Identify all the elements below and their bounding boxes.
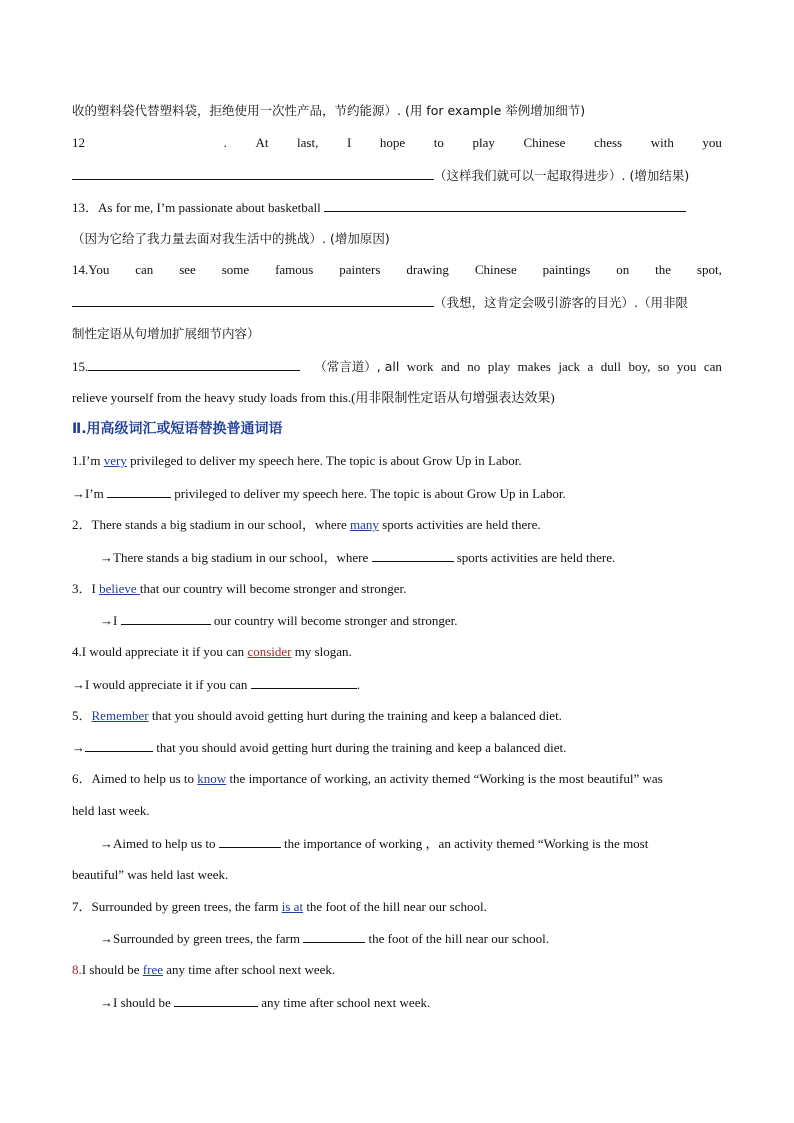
item8-answer [100, 994, 722, 1011]
item7-question [72, 899, 722, 915]
item1-answer-blank[interactable] [107, 485, 171, 498]
item2-answer-text: →There stands a big stadium in our school，where [100, 550, 372, 565]
section-heading: Ⅱ.用高级词汇或短语替换普通词语 [72, 421, 283, 437]
q12-word: to [433, 135, 444, 150]
q14-word: the [655, 262, 672, 277]
item8-text: I should be [81, 962, 143, 977]
q12-word: I [346, 135, 352, 150]
item7-answer-blank[interactable] [303, 930, 365, 943]
item3-question [72, 581, 722, 597]
q13-answer-blank[interactable] [324, 199, 686, 212]
item2-text: 2．There stands a big stadium in our school，where [72, 517, 350, 532]
item8-target-word: free [142, 962, 163, 977]
q15-word: dull [600, 359, 621, 374]
item1-target-word: very [103, 453, 127, 468]
item6-answer-blank[interactable] [219, 835, 281, 848]
item2-answer [100, 549, 722, 566]
q14-word: 14.You [72, 262, 110, 277]
item7-answer-rest: the foot of the hill near our school. [365, 931, 550, 946]
item1-question [72, 453, 722, 469]
item4-answer-blank[interactable] [251, 676, 357, 689]
item8-number: 8. [72, 962, 82, 977]
q12-word: chess [593, 135, 623, 150]
q15-word: so [657, 359, 670, 374]
item4-answer [72, 676, 722, 693]
item6-answer-rest: the importance of working ，an activity themed “Working is the most [280, 836, 649, 851]
item6-text: 6．Aimed to help us to [72, 771, 198, 786]
q14-word: Chinese [474, 262, 517, 277]
item2-answer-rest: sports activities are held there. [453, 550, 616, 565]
item5-answer-blank[interactable] [85, 739, 153, 752]
q14-word: can [135, 262, 154, 277]
q12-word: last, [297, 135, 319, 150]
q15-word: makes [517, 359, 551, 374]
q12-answer-line [72, 167, 722, 184]
q14-word: some [221, 262, 250, 277]
item5-text-rest: that you should avoid getting hurt during the training and keep a balanced diet. [148, 708, 562, 723]
q14-line [72, 262, 722, 278]
item6-target-word: know [197, 771, 227, 786]
q15-sentence [314, 359, 722, 375]
item7-text: 7．Surrounded by green trees, the farm [72, 899, 282, 914]
item8-question [72, 962, 722, 978]
item3-target-word: believe [99, 581, 140, 596]
q14-word: spot, [696, 262, 722, 277]
q14-word: drawing [406, 262, 449, 277]
q15-line [72, 358, 722, 375]
item4-text: 4.I would appreciate it if you can [72, 644, 248, 659]
item6-text-rest: the importance of working, an activity themed “Working is the most beautiful” was [226, 771, 663, 786]
q15-word: （常言道）, all [314, 359, 400, 374]
item2-target-word: many [350, 517, 379, 532]
q15-word: a [587, 359, 594, 374]
q13-hint: （因为它给了我力量去面对我生活中的挑战）. (增加原因) [72, 231, 390, 246]
q13-line [72, 199, 722, 216]
q12-word: hope [379, 135, 406, 150]
item3-text-rest: that our country will become stronger and stronger. [139, 581, 407, 596]
q14-word: famous [275, 262, 314, 277]
item6-question-continued: held last week. [72, 803, 150, 818]
q12-number: 12 [72, 135, 85, 150]
item3-answer-text: →I [100, 613, 121, 628]
item5-answer-text: → [72, 740, 85, 755]
q14-word: painters [339, 262, 381, 277]
q14-word: paintings [542, 262, 591, 277]
item3-answer [100, 612, 722, 629]
item4-text-rest: my slogan. [291, 644, 352, 659]
q15-number: 15. [72, 359, 89, 374]
q14-word: see [179, 262, 196, 277]
q15-word: boy, [628, 359, 651, 374]
item6-answer-text: →Aimed to help us to [100, 836, 219, 851]
q15-word: work [406, 359, 434, 374]
q12-word: Chinese [523, 135, 566, 150]
item2-question [72, 517, 722, 533]
item8-answer-text: →I should be [100, 995, 175, 1010]
q15-word: and [441, 359, 460, 374]
q14-word: on [616, 262, 630, 277]
item5-answer-rest: that you should avoid getting hurt during the training and keep a balanced diet. [153, 740, 567, 755]
item4-target-word: consider [247, 644, 292, 659]
q12-word: At [255, 135, 269, 150]
item6-answer-continued: beautiful” was held last week. [72, 867, 229, 882]
item1-answer [72, 485, 722, 502]
q11-tail-line: 收的塑料袋代替塑料袋，拒绝使用一次性产品，节约能源）. (用 for example 举例增加细节) [72, 103, 586, 118]
q14-answer-line [72, 294, 722, 311]
item2-answer-blank[interactable] [372, 549, 454, 562]
item4-question [72, 644, 722, 660]
q13-prompt: 13．As for me, I’m passionate about basketball [72, 200, 321, 215]
q15-word: play [487, 359, 511, 374]
q15-continued: relieve yourself from the heavy study loads from this.(用非限制性定语从句增强表达效果) [72, 390, 555, 405]
item7-answer [100, 930, 722, 947]
item5-text: 5． [72, 708, 92, 723]
item5-answer [72, 739, 722, 756]
item8-answer-rest: any time after school next week. [258, 995, 431, 1010]
item4-answer-rest: . [356, 677, 360, 692]
q12-hint: （这样我们就可以一起取得进步）. (增加结果) [434, 168, 690, 183]
item3-text: 3．I [72, 581, 100, 596]
q15-word: jack [558, 359, 580, 374]
item7-answer-text: →Surrounded by green trees, the farm [100, 931, 304, 946]
q12-line [72, 135, 722, 151]
item6-answer [100, 835, 722, 852]
q15-answer-blank[interactable] [88, 358, 300, 371]
q12-word: play [472, 135, 495, 150]
q15-word: no [467, 359, 481, 374]
item7-text-rest: the foot of the hill near our school. [303, 899, 487, 914]
q15-word: you [676, 359, 697, 374]
item1-text-rest: privileged to deliver my speech here. The topic is about Grow Up in Labor. [126, 453, 522, 468]
item1-text: 1.I’m [72, 453, 104, 468]
q14-hint: （我想，这肯定会吸引游客的目光）.（用非限 [434, 295, 688, 310]
item1-answer-rest: privileged to deliver my speech here. The topic is about Grow Up in Labor. [171, 486, 566, 501]
item8-answer-blank[interactable] [174, 994, 258, 1007]
item6-question [72, 771, 722, 787]
q15-word: can [703, 359, 722, 374]
item4-answer-text: →I would appreciate it if you can [72, 677, 251, 692]
item1-answer-text: →I’m [72, 486, 108, 501]
q12-word: you [702, 135, 722, 150]
item5-question [72, 708, 722, 724]
item3-answer-blank[interactable] [121, 612, 211, 625]
item2-text-rest: sports activities are held there. [378, 517, 541, 532]
q12-answer-blank[interactable] [72, 167, 434, 180]
item8-text-rest: any time after school next week. [162, 962, 336, 977]
item5-target-word: Remember [91, 708, 149, 723]
item3-answer-rest: our country will become stronger and stronger. [210, 613, 458, 628]
q12-dot: . [223, 135, 227, 150]
item7-target-word: is at [281, 899, 304, 914]
q14-answer-blank[interactable] [72, 294, 434, 307]
q14-hint-continued: 制性定语从句增加扩展细节内容） [72, 326, 260, 341]
q12-word: with [650, 135, 674, 150]
